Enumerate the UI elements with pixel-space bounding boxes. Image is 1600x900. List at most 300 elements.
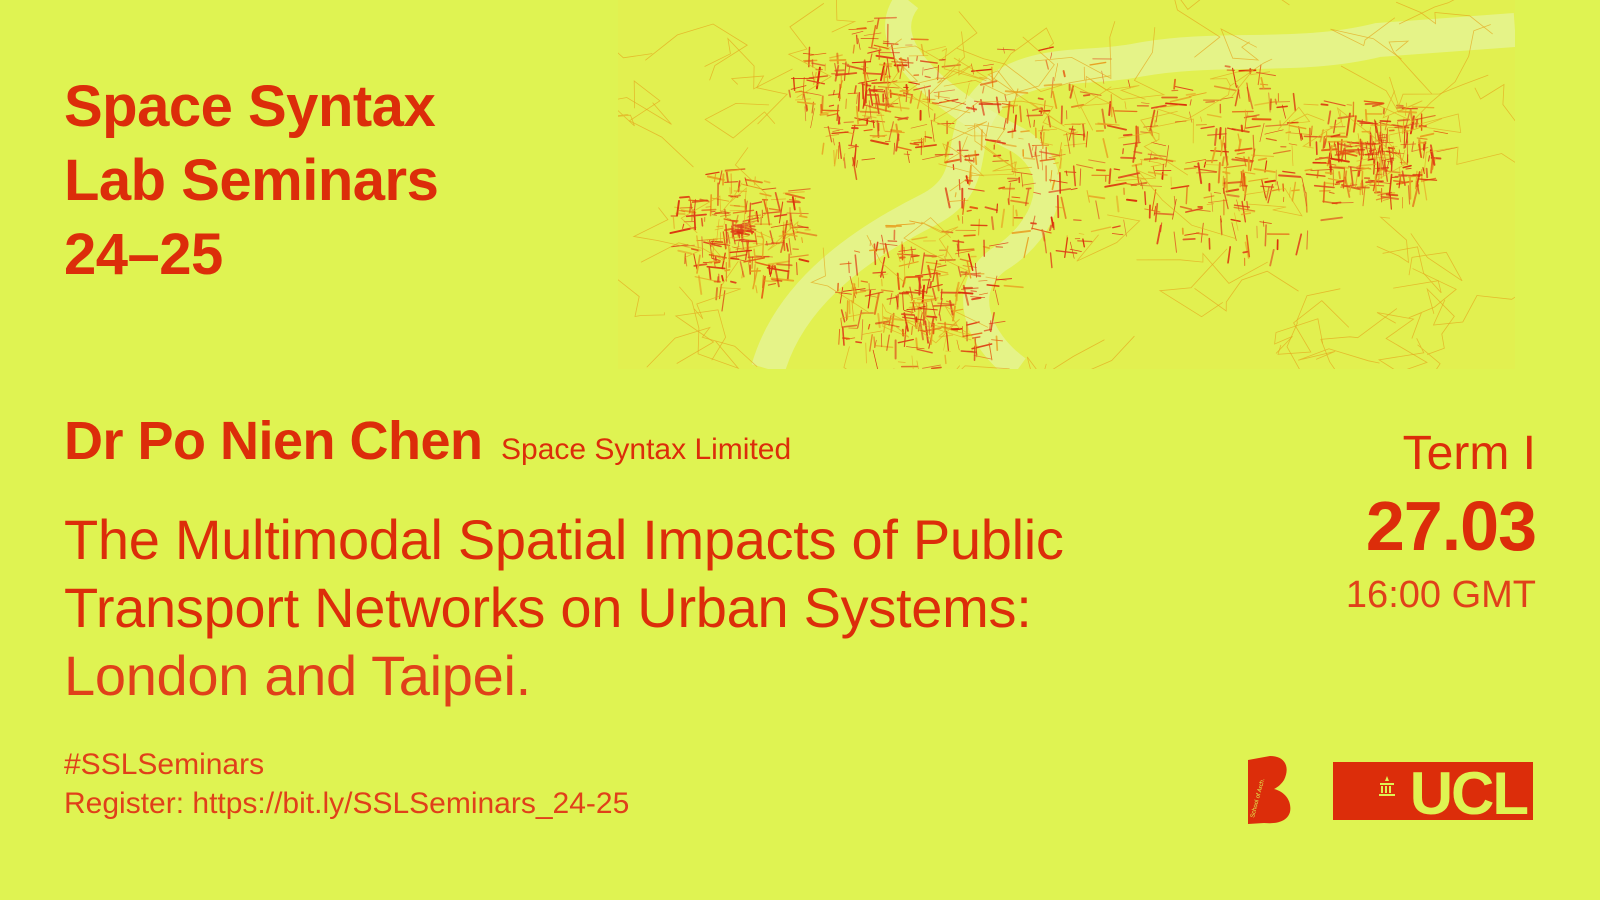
ucl-wordmark: UCL xyxy=(1409,762,1527,820)
road-segment xyxy=(1404,127,1405,148)
schedule xyxy=(1346,426,1536,620)
road-segment xyxy=(875,18,897,19)
rural-road xyxy=(1278,301,1349,355)
road-segment xyxy=(1360,184,1361,195)
road-segment xyxy=(824,127,843,129)
road-segment xyxy=(1009,180,1017,181)
road-segment xyxy=(1375,177,1376,193)
road-segment xyxy=(904,154,910,155)
road-segment xyxy=(1227,195,1239,197)
road-segment xyxy=(870,54,872,62)
road-segment xyxy=(822,96,823,109)
road-segment xyxy=(1383,161,1385,175)
road-segment xyxy=(1329,192,1334,193)
road-segment xyxy=(680,197,689,198)
road-segment xyxy=(1398,111,1416,112)
road-segment xyxy=(769,284,776,286)
road-segment xyxy=(769,266,770,275)
road-segment xyxy=(896,135,898,151)
road-segment xyxy=(1113,107,1116,123)
rural-road xyxy=(1275,319,1323,353)
rural-road xyxy=(646,24,748,80)
road-segment xyxy=(915,273,934,276)
road-segment xyxy=(1434,131,1448,134)
road-segment xyxy=(706,207,711,208)
road-segment xyxy=(828,127,831,142)
road-segment xyxy=(719,171,722,184)
seminar-time: 16:00 GMT xyxy=(1345,574,1536,616)
road-segment xyxy=(1403,119,1404,133)
road-segment xyxy=(932,367,941,368)
road-segment xyxy=(809,47,810,66)
road-segment xyxy=(1419,144,1421,157)
rural-road xyxy=(1210,70,1253,96)
road-segment xyxy=(1183,239,1194,240)
road-segment xyxy=(1220,128,1221,139)
rural-road xyxy=(1027,340,1104,369)
road-segment xyxy=(822,143,823,154)
road-segment xyxy=(1354,116,1356,132)
rural-road xyxy=(1251,0,1289,5)
road-segment xyxy=(878,95,879,103)
road-segment xyxy=(939,335,952,337)
road-segment xyxy=(958,216,959,220)
road-segment xyxy=(874,244,875,264)
road-segment xyxy=(805,61,812,62)
road-segment xyxy=(947,332,949,351)
road-segment xyxy=(1185,168,1196,169)
road-segment xyxy=(1247,202,1248,210)
road-segment xyxy=(911,124,927,128)
road-segment xyxy=(687,215,706,217)
road-segment xyxy=(844,325,856,326)
road-segment xyxy=(924,296,933,297)
road-segment xyxy=(752,202,762,204)
road-segment xyxy=(702,219,703,226)
road-segment xyxy=(1266,139,1276,141)
road-segment xyxy=(992,217,993,229)
road-segment xyxy=(717,219,720,241)
road-segment xyxy=(833,130,840,131)
road-segment xyxy=(699,276,701,294)
road-segment xyxy=(1283,171,1295,173)
road-segment xyxy=(1345,150,1364,151)
term-label: Term I xyxy=(1402,427,1536,480)
road-segment xyxy=(1051,253,1052,268)
road-segment xyxy=(1141,103,1149,104)
road-segment xyxy=(1370,185,1384,186)
rural-road xyxy=(1424,147,1515,173)
road-segment xyxy=(1228,247,1230,263)
road-segment xyxy=(1163,164,1164,179)
road-segment xyxy=(837,105,838,121)
road-segment xyxy=(1089,196,1104,198)
road-segment xyxy=(1417,138,1427,139)
road-segment xyxy=(1235,149,1251,151)
road-segment xyxy=(925,256,936,257)
road-segment xyxy=(1265,130,1284,134)
road-segment xyxy=(945,256,946,262)
road-segment xyxy=(861,281,867,282)
road-segment xyxy=(861,38,878,39)
road-segment xyxy=(902,314,914,315)
road-segment xyxy=(757,236,763,237)
road-segment xyxy=(731,282,736,283)
road-segment xyxy=(1330,167,1344,168)
road-segment xyxy=(849,68,850,74)
road-segment xyxy=(903,292,904,309)
road-segment xyxy=(869,47,877,49)
rural-road xyxy=(836,347,866,369)
road-segment xyxy=(993,161,1009,162)
road-segment xyxy=(1009,183,1011,203)
road-segment xyxy=(1243,252,1247,253)
series-title-line-1: Space Syntax xyxy=(64,74,436,139)
road-segment xyxy=(800,259,809,261)
road-segment xyxy=(820,114,827,115)
road-segment xyxy=(867,21,873,22)
road-segment xyxy=(1108,126,1126,130)
road-segment xyxy=(925,137,931,138)
road-segment xyxy=(938,303,955,304)
road-segment xyxy=(852,62,870,63)
road-segment xyxy=(1113,226,1120,228)
road-segment xyxy=(1265,225,1266,246)
road-segment xyxy=(789,239,791,255)
road-segment xyxy=(1312,126,1313,135)
road-segment xyxy=(999,187,1004,188)
road-segment xyxy=(1234,207,1254,211)
road-segment xyxy=(794,78,795,91)
road-segment xyxy=(982,130,983,150)
rural-road xyxy=(1409,234,1462,281)
road-segment xyxy=(697,255,700,273)
road-segment xyxy=(1127,200,1136,201)
road-segment xyxy=(725,270,729,271)
road-segment xyxy=(830,60,845,61)
road-segment xyxy=(1045,84,1062,85)
road-segment xyxy=(873,350,878,369)
road-segment xyxy=(874,45,888,48)
road-segment xyxy=(966,180,973,181)
road-segment xyxy=(731,255,746,258)
road-segment xyxy=(846,99,847,108)
road-segment xyxy=(1215,129,1217,145)
road-segment xyxy=(862,320,863,340)
road-segment xyxy=(846,312,847,321)
road-segment xyxy=(857,28,866,29)
road-segment xyxy=(1328,111,1330,123)
road-segment xyxy=(1109,102,1110,115)
road-segment xyxy=(844,158,845,168)
road-segment xyxy=(1266,125,1288,127)
road-segment xyxy=(1012,197,1020,198)
road-segment xyxy=(837,54,838,64)
road-segment xyxy=(1242,213,1251,214)
road-segment xyxy=(849,147,855,149)
road-segment xyxy=(848,93,857,94)
road-segment xyxy=(1270,250,1274,266)
road-segment xyxy=(1350,183,1352,192)
road-segment xyxy=(887,335,890,350)
road-segment xyxy=(912,237,927,240)
road-segment xyxy=(1201,117,1202,122)
road-segment xyxy=(1261,78,1263,88)
road-segment xyxy=(997,204,998,213)
road-segment xyxy=(906,347,924,349)
road-segment xyxy=(960,259,970,261)
road-segment xyxy=(1323,201,1337,203)
road-segment xyxy=(775,215,787,217)
road-segment xyxy=(702,237,703,258)
road-segment xyxy=(882,280,883,286)
road-segment xyxy=(756,286,757,293)
road-segment xyxy=(1406,168,1411,169)
road-segment xyxy=(928,269,948,273)
road-segment xyxy=(1123,149,1124,154)
road-segment xyxy=(789,90,790,97)
road-segment xyxy=(950,301,953,315)
road-segment xyxy=(915,290,927,292)
road-segment xyxy=(860,112,877,113)
street-network-map-icon xyxy=(618,0,1515,369)
road-segment xyxy=(1115,111,1137,112)
road-segment xyxy=(1322,149,1336,150)
road-segment xyxy=(755,233,757,245)
road-segment xyxy=(856,161,857,168)
road-segment xyxy=(1109,169,1110,183)
road-segment xyxy=(917,56,918,60)
road-segment xyxy=(945,355,946,363)
road-segment xyxy=(673,217,674,228)
road-segment xyxy=(720,233,721,241)
road-segment xyxy=(1277,106,1287,107)
road-segment xyxy=(1121,158,1135,159)
road-segment xyxy=(869,106,890,111)
road-segment xyxy=(727,172,728,182)
road-segment xyxy=(826,135,839,137)
road-segment xyxy=(926,279,929,293)
road-segment xyxy=(962,327,963,337)
road-segment xyxy=(1237,153,1244,154)
road-segment xyxy=(1207,204,1214,205)
road-segment xyxy=(1274,151,1291,154)
road-segment xyxy=(797,263,798,275)
road-segment xyxy=(1339,172,1340,178)
road-segment xyxy=(934,305,954,306)
road-segment xyxy=(1289,144,1297,145)
road-segment xyxy=(923,155,943,159)
road-segment xyxy=(711,195,712,216)
road-segment xyxy=(841,319,842,328)
road-segment xyxy=(885,141,890,142)
road-segment xyxy=(1181,207,1192,210)
speaker-name: Dr Po Nien Chen xyxy=(64,411,483,471)
road-segment xyxy=(1187,94,1196,95)
road-segment xyxy=(765,181,770,182)
road-segment xyxy=(907,151,909,162)
road-segment xyxy=(983,64,993,66)
road-segment xyxy=(986,207,998,210)
road-segment xyxy=(1002,210,1004,228)
road-segment xyxy=(771,199,785,200)
road-segment xyxy=(1387,195,1398,196)
series-title xyxy=(64,70,438,292)
road-segment xyxy=(937,265,946,267)
road-segment xyxy=(842,310,845,322)
road-segment xyxy=(1070,249,1081,251)
road-segment xyxy=(1398,120,1409,121)
road-segment xyxy=(683,224,684,228)
register-link[interactable]: Register: https://bit.ly/SSLSeminars_24-25 xyxy=(64,787,630,820)
speaker-affiliation: Space Syntax Limited xyxy=(501,433,792,466)
road-segment xyxy=(1041,126,1043,138)
road-segment xyxy=(776,193,780,210)
road-segment xyxy=(1296,234,1301,254)
road-segment xyxy=(874,337,875,347)
road-segment xyxy=(964,235,975,236)
road-segment xyxy=(1064,71,1065,76)
talk-subtitle: London and Taipei. xyxy=(64,644,531,707)
road-segment xyxy=(1315,186,1334,188)
road-segment xyxy=(910,144,918,145)
road-segment xyxy=(941,289,942,299)
road-segment xyxy=(1304,136,1321,137)
road-segment xyxy=(1307,231,1308,249)
road-segment xyxy=(917,361,919,369)
road-segment xyxy=(1027,115,1042,116)
road-segment xyxy=(788,271,789,280)
speaker-row xyxy=(64,410,791,472)
road-segment xyxy=(853,284,854,303)
road-segment xyxy=(1397,108,1406,109)
road-segment xyxy=(1092,227,1111,231)
road-segment xyxy=(1260,84,1267,85)
road-segment xyxy=(1294,94,1296,111)
road-segment xyxy=(1197,210,1210,212)
road-segment xyxy=(812,63,825,65)
road-segment xyxy=(872,82,889,83)
road-segment xyxy=(1421,134,1434,137)
road-segment xyxy=(1073,129,1074,147)
road-segment xyxy=(1074,220,1081,221)
road-segment xyxy=(1022,183,1035,185)
road-segment xyxy=(926,262,941,264)
road-segment xyxy=(859,93,860,111)
road-segment xyxy=(1316,157,1328,159)
road-segment xyxy=(760,194,771,196)
road-segment xyxy=(1232,129,1249,132)
road-segment xyxy=(1387,161,1389,171)
road-segment xyxy=(873,272,886,273)
rural-road xyxy=(1427,289,1454,354)
road-segment xyxy=(1190,100,1191,106)
road-segment xyxy=(1225,182,1226,188)
road-segment xyxy=(1103,139,1107,157)
road-segment xyxy=(1235,90,1238,105)
road-segment xyxy=(795,99,810,100)
road-segment xyxy=(1383,199,1388,200)
road-segment xyxy=(768,268,788,272)
road-segment xyxy=(1412,142,1414,152)
road-segment xyxy=(871,141,888,145)
road-segment xyxy=(800,216,807,217)
road-segment xyxy=(1152,142,1166,145)
road-segment xyxy=(894,143,895,154)
road-segment xyxy=(996,279,1011,280)
road-segment xyxy=(1149,172,1167,175)
street-network-map xyxy=(618,0,1515,369)
road-segment xyxy=(898,340,913,343)
road-segment xyxy=(1246,126,1260,128)
road-segment xyxy=(1381,197,1398,199)
road-segment xyxy=(958,267,960,277)
road-segment xyxy=(716,288,717,299)
road-segment xyxy=(864,33,881,36)
road-segment xyxy=(933,103,939,104)
road-segment xyxy=(805,107,806,121)
rural-road xyxy=(1321,309,1397,369)
road-segment xyxy=(1003,48,1004,54)
road-segment xyxy=(715,262,720,263)
road-segment xyxy=(791,255,809,257)
rural-road xyxy=(1475,85,1515,123)
road-segment xyxy=(763,239,764,258)
road-segment xyxy=(912,39,929,40)
road-segment xyxy=(835,150,838,166)
road-segment xyxy=(972,298,980,299)
road-segment xyxy=(864,130,872,131)
road-segment xyxy=(1021,131,1029,132)
footer xyxy=(64,745,629,823)
road-segment xyxy=(1363,186,1365,206)
road-segment xyxy=(839,329,840,344)
road-segment xyxy=(738,225,755,226)
road-segment xyxy=(1226,66,1230,67)
road-segment xyxy=(1112,234,1123,235)
road-segment xyxy=(1071,188,1077,189)
road-segment xyxy=(1342,151,1358,152)
road-segment xyxy=(897,147,911,150)
road-segment xyxy=(798,102,815,104)
talk-title-line-2: Transport Networks on Urban Systems: xyxy=(64,576,1032,639)
road-segment xyxy=(1083,239,1084,247)
road-segment xyxy=(997,336,998,350)
road-segment xyxy=(835,70,844,71)
road-segment xyxy=(845,62,847,81)
road-segment xyxy=(1074,166,1076,185)
road-segment xyxy=(912,298,923,299)
road-segment xyxy=(886,66,887,75)
road-segment xyxy=(770,231,773,243)
road-segment xyxy=(869,283,870,298)
road-segment xyxy=(965,160,972,161)
road-segment xyxy=(785,221,787,234)
road-segment xyxy=(930,282,931,288)
road-segment xyxy=(995,290,998,305)
road-segment xyxy=(1316,142,1317,154)
road-segment xyxy=(1155,213,1173,214)
road-segment xyxy=(967,210,971,211)
road-segment xyxy=(1215,86,1236,90)
road-segment xyxy=(866,343,867,363)
rural-road xyxy=(1434,275,1516,325)
road-segment xyxy=(1223,157,1224,165)
rural-road xyxy=(1383,247,1441,293)
road-segment xyxy=(1321,218,1342,221)
road-segment xyxy=(1306,174,1325,176)
series-title-line-3: 24–25 xyxy=(64,222,223,287)
